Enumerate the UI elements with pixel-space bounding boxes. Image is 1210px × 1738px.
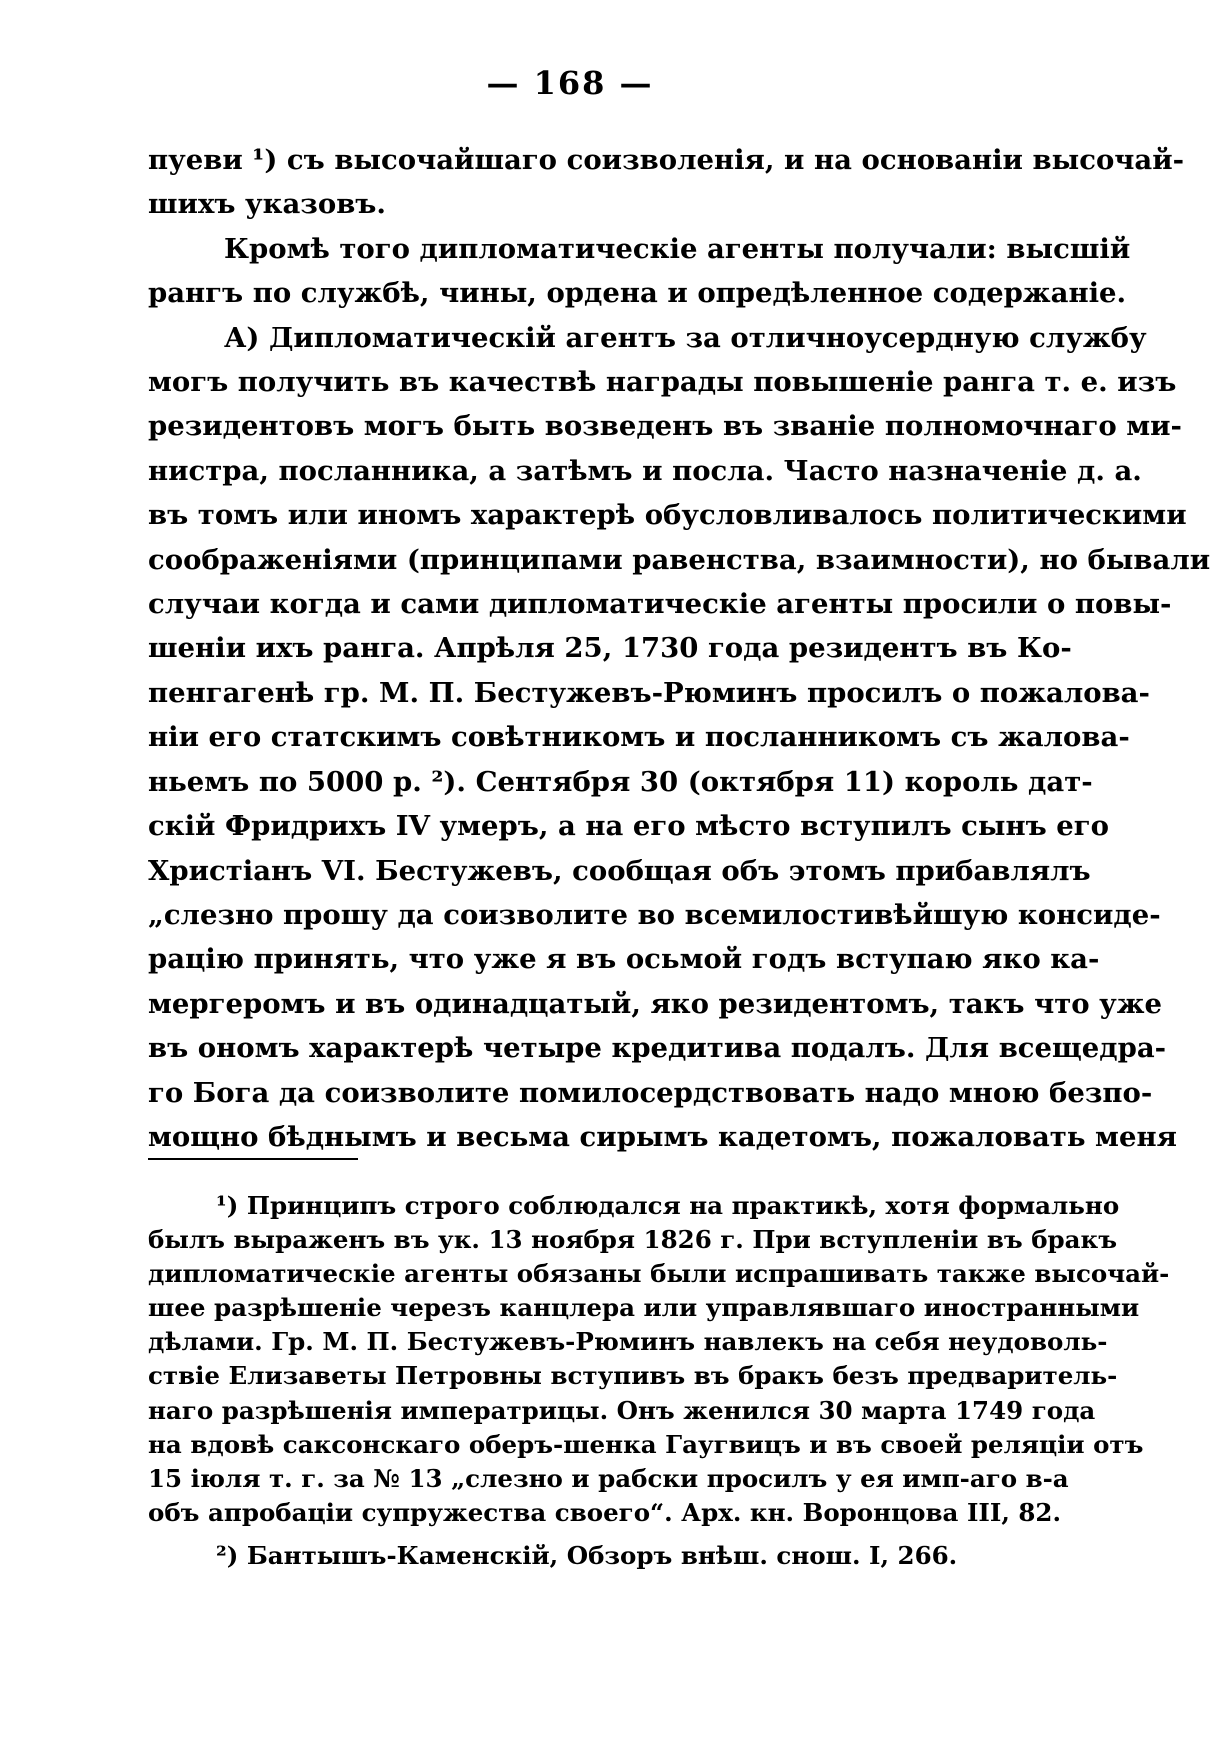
text-line: въ ономъ характерѣ четыре кредитива подалъ. Для всещедра- [148,1032,1167,1065]
footnote-2 [148,1539,1068,1573]
footnote-1 [148,1189,1170,1530]
footnotes [148,1189,1170,1573]
text-line: резидентовъ могъ быть возведенъ въ званіе полномочнаго ми- [148,410,1182,443]
text-line: ніи его статскимъ совѣтникомъ и посланникомъ съ жалова- [148,721,1130,754]
footnote-line: ствіе Елизаветы Петровны вступивъ въ бракъ безъ предваритель- [148,1361,1118,1391]
text-line: нистра, посланника, а затѣмъ и посла. Часто назначеніе д. а. [148,454,1142,487]
footnote-line: объ апробаціи супружества своего“. Арх. кн. Воронцова III, 82. [148,1497,1062,1527]
text-line: Кромѣ того дипломатическіе агенты получали: высшій [224,232,1131,265]
text-line: шихъ указовъ. [148,188,386,221]
text-line: мергеромъ и въ одинадцатый, яко резидентомъ, такъ что уже [148,987,1163,1020]
text-line: могъ получить въ качествѣ награды повышеніе ранга т. е. изъ [148,366,1177,399]
text-line: А) Дипломатическій агентъ за отличноусердную службу [224,321,1147,354]
footnote-line: былъ выраженъ въ ук. 13 ноября 1826 г. При вступленіи въ бракъ [148,1225,1118,1255]
footnote-line: ¹) Принципъ строго соблюдался на практикѣ, хотя формально [216,1191,1120,1220]
footnote-line: 15 іюля т. г. за № 13 „слезно и рабски просилъ у ея имп-аго в-а [148,1463,1069,1493]
page-number: — 168 — [486,64,654,102]
text-line: рацію принять, что уже я въ осьмой годъ вступаю яко ка- [148,943,1100,976]
footnote-line: дипломатическіе агенты обязаны были испрашивать также высочай- [148,1259,1170,1289]
text-line: въ томъ или иномъ характерѣ обусловливалось политическими [148,499,1187,532]
text-line: мощно бѣднымъ и весьма сирымъ кадетомъ, пожаловать меня [148,1120,1177,1153]
footnote-line: ²) Бантышъ-Каменскій, Обзоръ внѣш. снош. I, 266. [216,1540,958,1570]
text-line: Христіанъ VI. Бестужевъ, сообщая объ этомъ прибавлялъ [148,854,1091,887]
text-line: шеніи ихъ ранга. Апрѣля 25, 1730 года резидентъ въ Ко- [148,632,1072,665]
text-line: пенгагенѣ гр. М. П. Бестужевъ-Рюминъ просилъ о пожалова- [148,676,1150,709]
text-line: случаи когда и сами дипломатическіе агенты просили о повы- [148,588,1172,621]
footnote-line: шее разрѣшеніе черезъ канцлера или управлявшаго иностранными [148,1293,1140,1323]
footnote-spacer [148,1530,1068,1539]
text-line: рангъ по службѣ, чины, ордена и опредѣленное содержаніе. [148,277,1127,310]
text-line: пуеви ¹) съ высочайшаго соизволенія, и на основаніи высочай- [148,144,1185,176]
footnote-line: дѣлами. Гр. М. П. Бестужевъ-Рюминъ навлекъ на себя неудоволь- [148,1327,1108,1357]
main-text [148,138,1210,1159]
text-line: го Бога да соизволите помилосердствовать надо мною безпо- [148,1076,1153,1109]
footnote-divider [148,1158,358,1160]
text-line: ньемъ по 5000 р. ²). Сентября 30 (октября 11) король дат- [148,765,1093,798]
footnote-line: на вдовѣ саксонскаго оберъ-шенка Гаугвицъ и въ своей реляціи отъ [148,1429,1144,1459]
text-line: „слезно прошу да соизволите во всемилостивѣйшую консиде- [148,898,1161,931]
footnote-line: наго разрѣшенія императрицы. Онъ женился 30 марта 1749 года [148,1395,1096,1425]
text-line: скій Фридрихъ IV умеръ, а на его мѣсто вступилъ сынъ его [148,810,1109,843]
text-line: соображеніями (принципами равенства, взаимности), но бывали [148,543,1210,576]
